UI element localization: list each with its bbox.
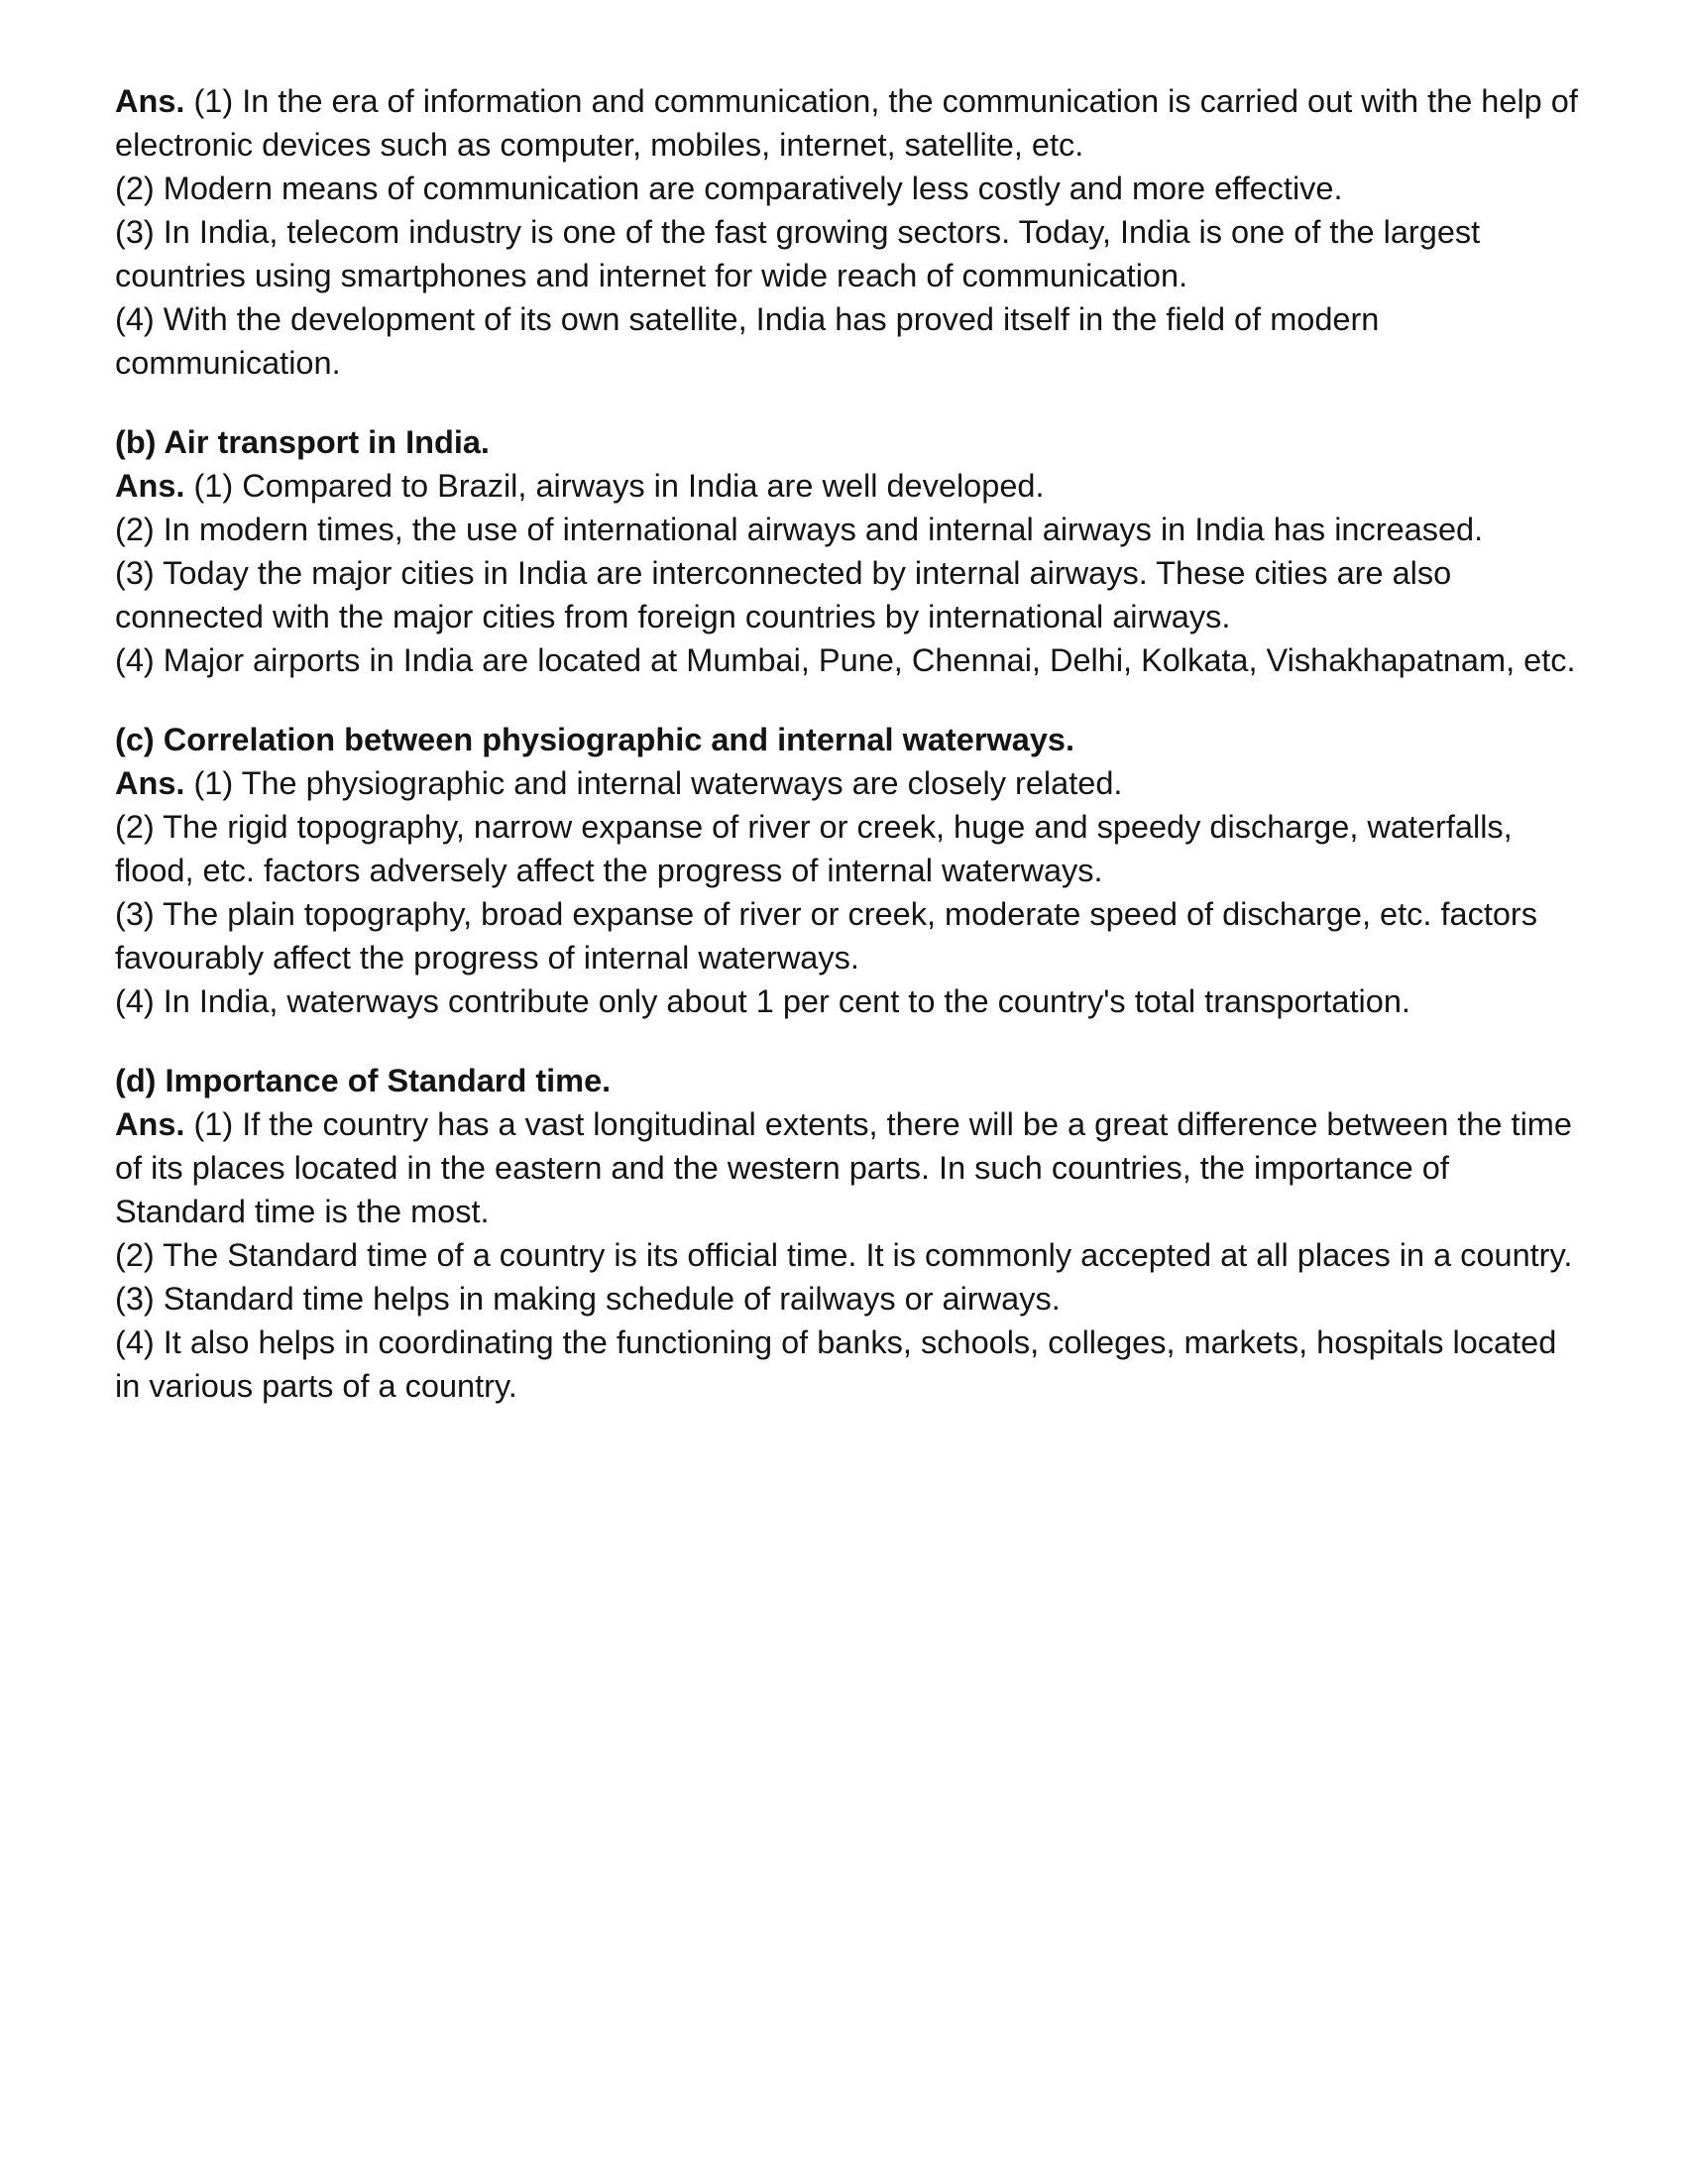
answer-point: (2) In modern times, the use of international airways and internal airways in India has increased. (115, 512, 1484, 547)
answer-section-communication (115, 79, 1582, 385)
answer-first-point (115, 1102, 1582, 1233)
answer-first-point (115, 761, 1582, 805)
ans-label: Ans. (115, 765, 185, 801)
answer-point: (4) Major airports in India are located at Mumbai, Pune, Chennai, Delhi, Kolkata, Vishakhapatnam, etc. (115, 642, 1576, 678)
answer-section-waterways (115, 718, 1582, 1023)
question-heading: (d) Importance of Standard time. (115, 1063, 612, 1098)
answer-point: (3) Today the major cities in India are interconnected by internal airways. These cities are also connected with the major cities from foreign countries by international airways. (115, 555, 1452, 634)
answer-point: (2) The rigid topography, narrow expanse of river or creek, huge and speedy discharge, waterfalls, flood, etc. factors adversely affect the progress of internal waterways. (115, 809, 1513, 888)
answer-text: (1) The physiographic and internal waterways are closely related. (184, 765, 1123, 801)
ans-label: Ans. (115, 468, 185, 504)
answer-text: (1) Compared to Brazil, airways in India are well developed. (184, 468, 1045, 504)
answer-first-point (115, 464, 1582, 508)
document-page (115, 79, 1582, 1443)
answer-section-standard-time (115, 1059, 1582, 1408)
answer-point: (4) With the development of its own satellite, India has proved itself in the field of modern communication. (115, 301, 1380, 381)
answer-section-air-transport (115, 420, 1582, 682)
answer-point: (3) In India, telecom industry is one of the fast growing sectors. Today, India is one of the largest countries using smartphones and internet for wide reach of communication. (115, 214, 1481, 293)
answer-first-point (115, 79, 1582, 167)
answer-point: (4) It also helps in coordinating the functioning of banks, schools, colleges, markets, hospitals located in various parts of a country. (115, 1324, 1557, 1404)
answer-point: (3) Standard time helps in making schedule of railways or airways. (115, 1281, 1061, 1317)
answer-point: (2) The Standard time of a country is its official time. It is commonly accepted at all places in a country. (115, 1237, 1573, 1273)
answer-text: (1) If the country has a vast longitudinal extents, there will be a great difference between the time of its places located in the eastern and the western parts. In such countries, the importance of Standard time is the most. (115, 1106, 1572, 1229)
answer-point: (4) In India, waterways contribute only about 1 per cent to the country's total transportation. (115, 983, 1410, 1019)
question-heading: (b) Air transport in India. (115, 424, 490, 460)
answer-point: (2) Modern means of communication are comparatively less costly and more effective. (115, 171, 1343, 206)
ans-label: Ans. (115, 1106, 185, 1142)
question-heading: (c) Correlation between physiographic and internal waterways. (115, 722, 1075, 757)
answer-point: (3) The plain topography, broad expanse of river or creek, moderate speed of discharge, etc. factors favourably affect the progress of internal waterways. (115, 896, 1537, 976)
ans-label: Ans. (115, 83, 185, 119)
answer-text: (1) In the era of information and communication, the communication is carried out with the help of electronic devices such as computer, mobiles, internet, satellite, etc. (115, 83, 1578, 163)
